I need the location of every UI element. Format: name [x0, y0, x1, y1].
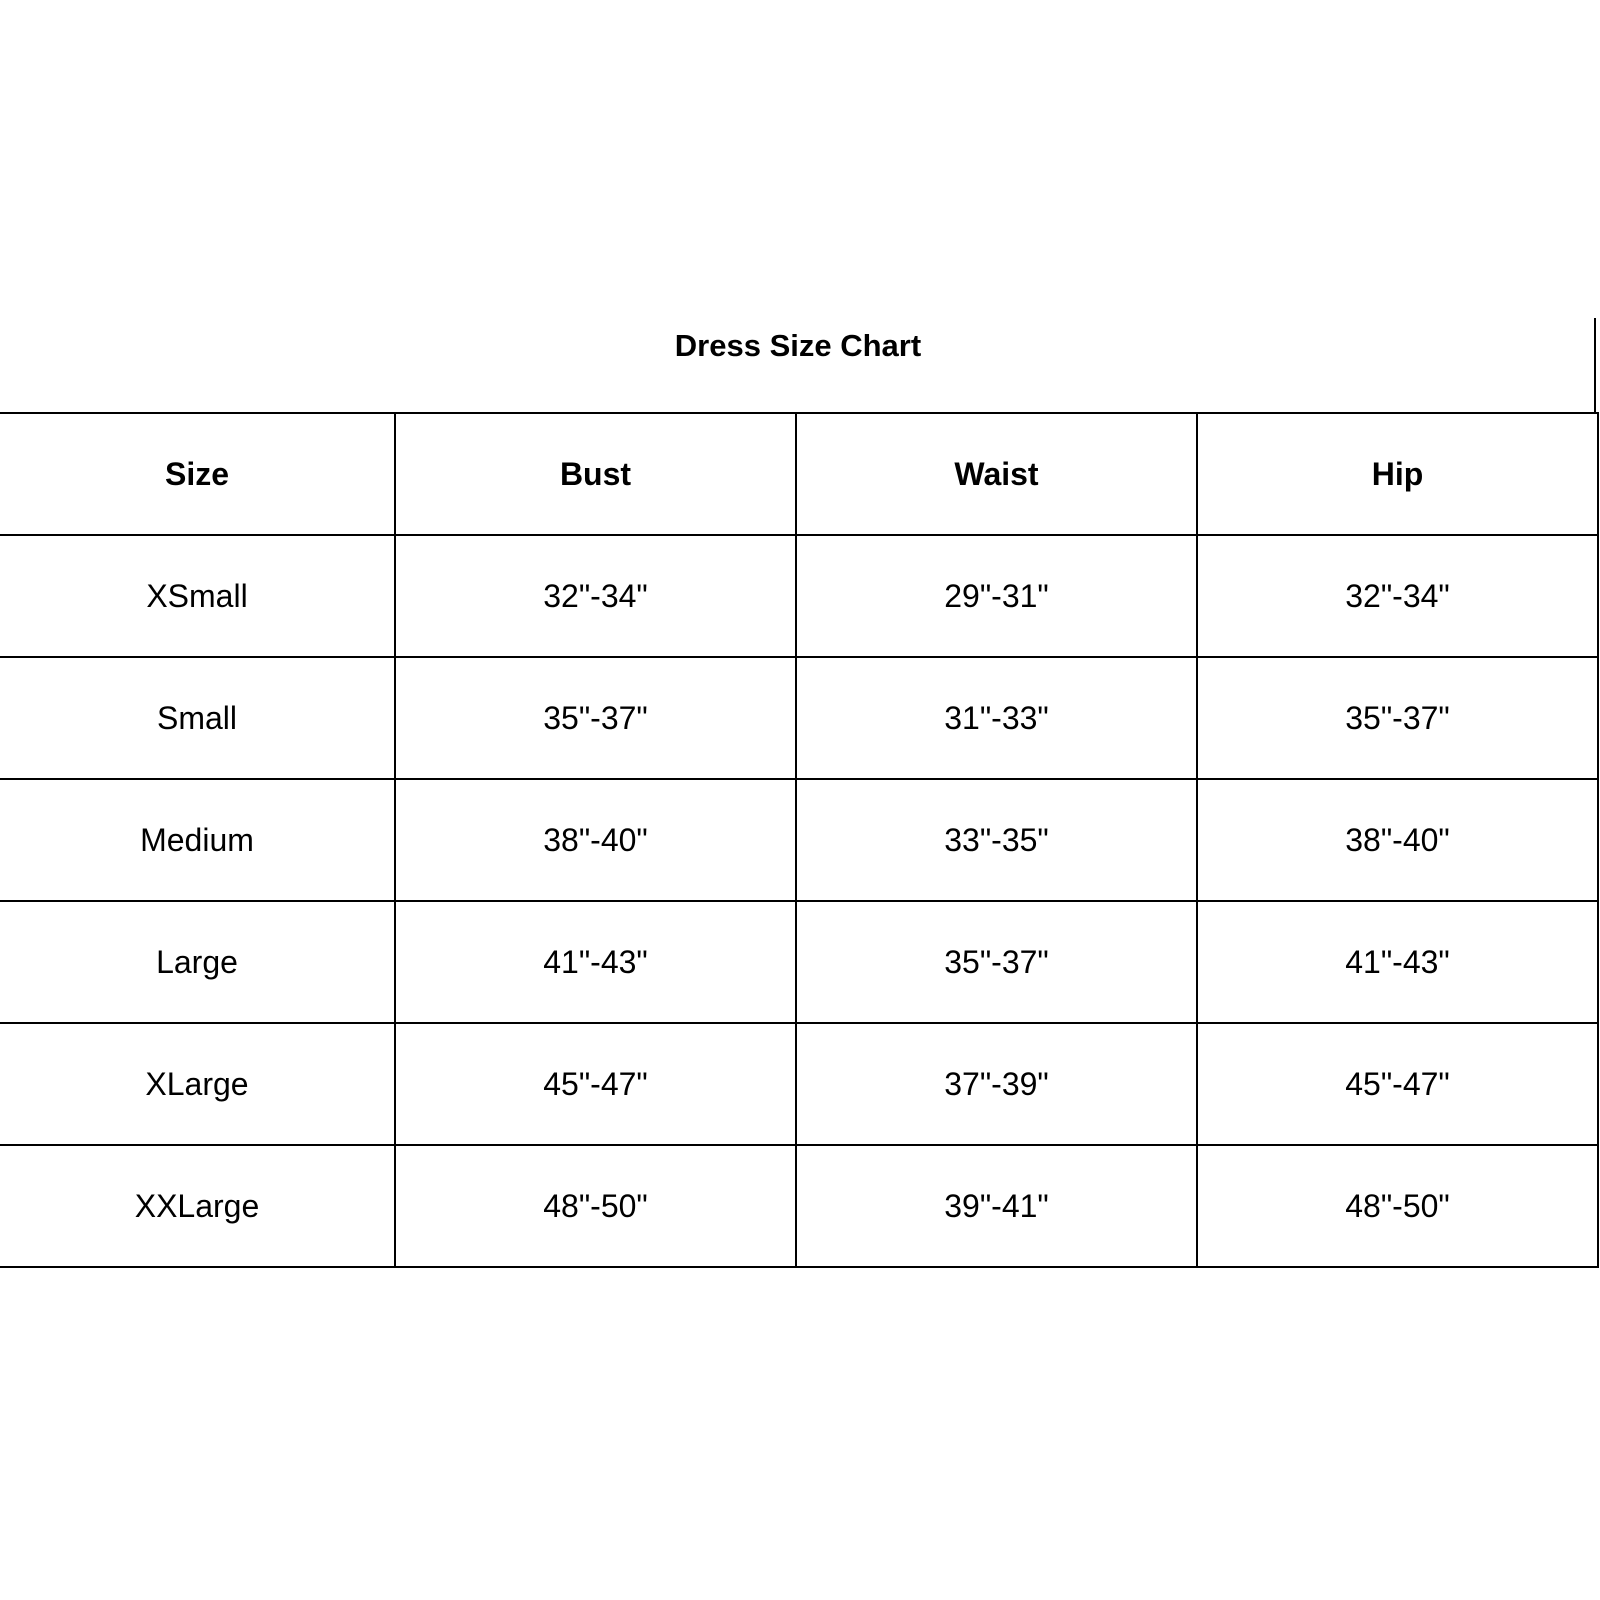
hip-cell: 48"-50"	[1197, 1145, 1598, 1267]
header-row	[0, 413, 1598, 535]
table-row	[0, 535, 1598, 657]
size-cell: XSmall	[0, 535, 395, 657]
hip-cell: 41"-43"	[1197, 901, 1598, 1023]
hip-cell: 38"-40"	[1197, 779, 1598, 901]
title-right-border	[1594, 318, 1596, 414]
bust-cell: 38"-40"	[395, 779, 796, 901]
bust-cell: 32"-34"	[395, 535, 796, 657]
size-cell: XLarge	[0, 1023, 395, 1145]
bust-cell: 48"-50"	[395, 1145, 796, 1267]
header-waist: Waist	[796, 413, 1197, 535]
size-cell: XXLarge	[0, 1145, 395, 1267]
waist-cell: 39"-41"	[796, 1145, 1197, 1267]
hip-cell: 45"-47"	[1197, 1023, 1598, 1145]
bust-cell: 45"-47"	[395, 1023, 796, 1145]
hip-cell: 35"-37"	[1197, 657, 1598, 779]
waist-cell: 35"-37"	[796, 901, 1197, 1023]
size-cell: Large	[0, 901, 395, 1023]
hip-cell: 32"-34"	[1197, 535, 1598, 657]
size-cell: Medium	[0, 779, 395, 901]
waist-cell: 31"-33"	[796, 657, 1197, 779]
table-row	[0, 1145, 1598, 1267]
waist-cell: 37"-39"	[796, 1023, 1197, 1145]
table-row	[0, 657, 1598, 779]
bust-cell: 41"-43"	[395, 901, 796, 1023]
bust-cell: 35"-37"	[395, 657, 796, 779]
size-table	[0, 412, 1599, 1268]
waist-cell: 33"-35"	[796, 779, 1197, 901]
table-row	[0, 1023, 1598, 1145]
waist-cell: 29"-31"	[796, 535, 1197, 657]
table-row	[0, 779, 1598, 901]
chart-title: Dress Size Chart	[674, 328, 922, 363]
size-cell: Small	[0, 657, 395, 779]
header-hip: Hip	[1197, 413, 1598, 535]
header-size: Size	[0, 413, 395, 535]
header-bust: Bust	[395, 413, 796, 535]
table-row	[0, 901, 1598, 1023]
